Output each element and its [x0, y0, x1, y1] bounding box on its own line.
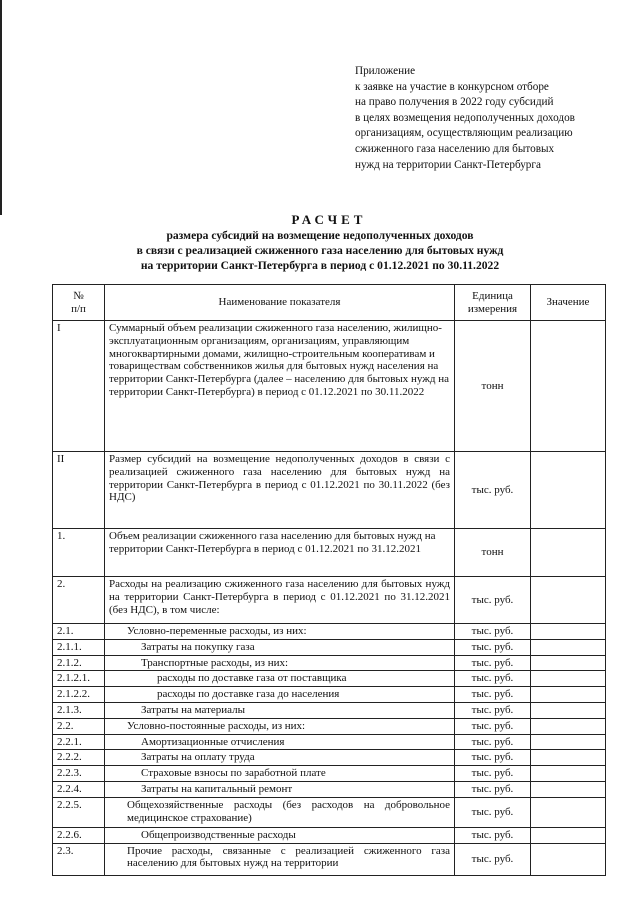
row-value — [531, 734, 606, 750]
table-row — [53, 639, 606, 655]
table-row — [53, 718, 606, 734]
row-value — [531, 624, 606, 640]
appendix-note — [355, 64, 635, 173]
row-name: Затраты на оплату труда — [105, 750, 455, 766]
row-unit: тыс. руб. — [455, 671, 531, 687]
row-name: Затраты на покупку газа — [105, 639, 455, 655]
row-name: Размер субсидий на возмещение недополученных доходов в связи с реализацией сжиженного газа населению для бытовых нужд на территории Санкт-Петербурга в период с 01.12.2021 по 30.11.2022 (без НДС) — [105, 452, 455, 529]
document-title — [0, 211, 640, 273]
row-name: Условно-переменные расходы, из них: — [105, 624, 455, 640]
table-row — [53, 843, 606, 875]
row-value — [531, 529, 606, 577]
row-value — [531, 766, 606, 782]
row-unit: тыс. руб. — [455, 827, 531, 843]
row-num: 2.3. — [53, 843, 105, 875]
row-value — [531, 781, 606, 797]
row-unit: тыс. руб. — [455, 797, 531, 827]
row-unit: тыс. руб. — [455, 843, 531, 875]
row-value — [531, 827, 606, 843]
row-unit: тыс. руб. — [455, 734, 531, 750]
row-unit: тыс. руб. — [455, 702, 531, 718]
row-name: Затраты на материалы — [105, 702, 455, 718]
row-value — [531, 750, 606, 766]
row-num: 2.1.3. — [53, 702, 105, 718]
row-num: II — [53, 452, 105, 529]
row-num: I — [53, 321, 105, 452]
table-row — [53, 529, 606, 577]
page-margin-line — [0, 0, 2, 215]
table-row — [53, 781, 606, 797]
row-name: Суммарный объем реализации сжиженного газа населению, жилищно-эксплуатационным организациям, организациям, управляющим многоквартирными домами, жилищно-строительным кооперативам и товариществам собственников жилья для бытовых нужд населения на территории Санкт-Петербурга (далее – населению для бытовых нужд на территории Санкт-Петербурга) в период с 01.12.2021 по 30.11.2022 — [105, 321, 455, 452]
row-name: Амортизационные отчисления — [105, 734, 455, 750]
row-value — [531, 452, 606, 529]
row-value — [531, 687, 606, 703]
row-name: Страховые взносы по заработной плате — [105, 766, 455, 782]
row-num: 1. — [53, 529, 105, 577]
table-row — [53, 671, 606, 687]
row-name: расходы по доставке газа до населения — [105, 687, 455, 703]
title-line: на территории Санкт-Петербурга в период с 01.12.2021 по 30.11.2022 — [140, 258, 500, 272]
header-num: № п/п — [53, 285, 105, 321]
appendix-line: к заявке на участие в конкурсном отборе — [355, 80, 549, 93]
row-unit: тонн — [455, 529, 531, 577]
row-num: 2.2.6. — [53, 827, 105, 843]
row-num: 2.1. — [53, 624, 105, 640]
table-row — [53, 734, 606, 750]
row-name: Транспортные расходы, из них: — [105, 655, 455, 671]
row-unit: тыс. руб. — [455, 655, 531, 671]
row-num: 2.1.2.2. — [53, 687, 105, 703]
row-value — [531, 321, 606, 452]
row-name: Затраты на капитальный ремонт — [105, 781, 455, 797]
row-num: 2.2.4. — [53, 781, 105, 797]
row-num: 2.1.2.1. — [53, 671, 105, 687]
row-value — [531, 655, 606, 671]
table-row — [53, 655, 606, 671]
table-row — [53, 624, 606, 640]
row-unit: тыс. руб. — [455, 781, 531, 797]
table-row — [53, 321, 606, 452]
row-name: расходы по доставке газа от поставщика — [105, 671, 455, 687]
table-header-row — [53, 285, 606, 321]
row-value — [531, 671, 606, 687]
appendix-line: нужд на территории Санкт-Петербурга — [355, 158, 541, 171]
title-line: размера субсидий на возмещение недополученных доходов — [166, 229, 474, 242]
row-value — [531, 639, 606, 655]
row-unit: тыс. руб. — [455, 577, 531, 624]
table-row — [53, 577, 606, 624]
row-unit: тыс. руб. — [455, 750, 531, 766]
appendix-line: на право получения в 2022 году субсидий — [355, 96, 554, 109]
row-name: Общепроизводственные расходы — [105, 827, 455, 843]
row-name: Общехозяйственные расходы (без расходов на добровольное медицинское страхование) — [105, 797, 455, 827]
row-unit: тыс. руб. — [455, 718, 531, 734]
row-unit: тонн — [455, 321, 531, 452]
table-row — [53, 750, 606, 766]
row-num: 2.1.1. — [53, 639, 105, 655]
row-unit: тыс. руб. — [455, 624, 531, 640]
row-unit: тыс. руб. — [455, 687, 531, 703]
table-row — [53, 766, 606, 782]
appendix-line: сжиженного газа населению для бытовых — [355, 142, 555, 155]
title-line: в связи с реализацией сжиженного газа населению для бытовых нужд — [136, 243, 504, 257]
row-unit: тыс. руб. — [455, 639, 531, 655]
appendix-line: в целях возмещения недополученных доходов — [355, 111, 575, 124]
row-value — [531, 718, 606, 734]
row-num: 2. — [53, 577, 105, 624]
row-num: 2.2. — [53, 718, 105, 734]
header-unit: Единица измерения — [455, 285, 531, 321]
appendix-line: Приложение — [355, 65, 416, 77]
row-unit: тыс. руб. — [455, 452, 531, 529]
row-value — [531, 577, 606, 624]
table-row — [53, 687, 606, 703]
row-value — [531, 797, 606, 827]
table-row — [53, 797, 606, 827]
row-name: Условно-постоянные расходы, из них: — [105, 718, 455, 734]
row-num: 2.2.3. — [53, 766, 105, 782]
title-main: РАСЧЕТ — [291, 212, 367, 227]
header-value: Значение — [531, 285, 606, 321]
calculation-table — [52, 284, 606, 876]
row-value — [531, 843, 606, 875]
row-num: 2.2.5. — [53, 797, 105, 827]
table-row — [53, 827, 606, 843]
header-name: Наименование показателя — [105, 285, 455, 321]
row-name: Объем реализации сжиженного газа населению для бытовых нужд на территории Санкт-Петербурга в период с 01.12.2021 по 31.12.2021 — [105, 529, 455, 577]
row-name: Расходы на реализацию сжиженного газа населению для бытовых нужд на территории Санкт-Петербурга в период с 01.12.2021 по 31.12.2021 (без НДС), в том числе: — [105, 577, 455, 624]
row-unit: тыс. руб. — [455, 766, 531, 782]
row-name: Прочие расходы, связанные с реализацией сжиженного газа населению для бытовых нужд на территории — [105, 843, 455, 875]
row-value — [531, 702, 606, 718]
row-num: 2.2.2. — [53, 750, 105, 766]
row-num: 2.1.2. — [53, 655, 105, 671]
row-num: 2.2.1. — [53, 734, 105, 750]
table-row — [53, 452, 606, 529]
appendix-line: организациям, осуществляющим реализацию — [355, 127, 573, 140]
table-row — [53, 702, 606, 718]
